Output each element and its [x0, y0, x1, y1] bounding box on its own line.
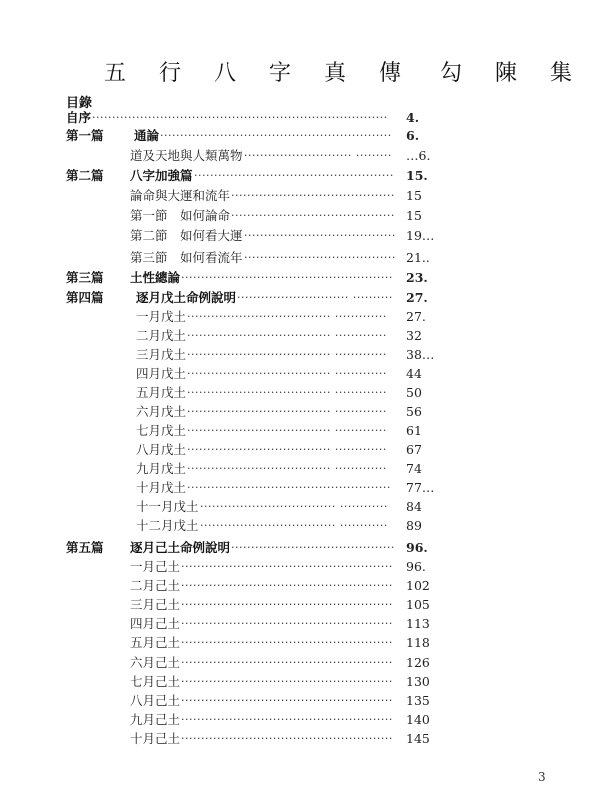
dot-leader: ···················································: [187, 481, 391, 494]
toc-entry-page: 23.: [406, 270, 428, 285]
book-title-main: 五 行 八 字 真 傳: [104, 61, 414, 86]
toc-entry-page: 56: [406, 404, 422, 419]
toc-entry-title: 八字加強篇: [130, 168, 193, 183]
toc-entry-title: 土性總論: [130, 270, 181, 285]
toc-entry-title: 六月戊土: [136, 404, 187, 419]
toc-entry-title: 四月戊土: [136, 366, 187, 381]
toc-entry-page: 27.: [406, 309, 426, 324]
dot-leader: ·····················································: [181, 675, 393, 688]
dot-leader: ···································· ·············: [187, 405, 387, 418]
dot-leader: ·····················································: [181, 560, 393, 573]
dot-leader: ·····················································: [181, 598, 393, 611]
toc-entry-title: 十月戊土: [136, 480, 187, 495]
dot-leader: ·································· ············: [200, 500, 388, 513]
toc-entry-page: 6.: [406, 128, 420, 143]
toc-part-label: 第三篇: [66, 270, 104, 285]
dot-leader: ·····················································: [181, 656, 393, 669]
toc-entry-page: 50: [406, 385, 422, 400]
toc-entry-page: …6.: [406, 148, 431, 163]
toc-entry-title: 道及天地與人類萬物: [130, 148, 243, 163]
toc-entry-page: 96.: [406, 559, 426, 574]
toc-entry-title: 第一節 如何論命: [130, 208, 231, 223]
toc-entry-title: 九月己土: [130, 712, 181, 727]
dot-leader: ··························································: [160, 129, 392, 142]
dot-leader: ·································· ············: [200, 519, 388, 532]
toc-entry-page: 135: [406, 693, 430, 708]
toc-entry-title: 八月己土: [130, 693, 181, 708]
toc-entry-title: 二月戊土: [136, 328, 187, 343]
toc-entry-title: 一月戊土: [136, 309, 187, 324]
dot-leader: ·····················································: [181, 636, 393, 649]
dot-leader: ··························· ·········: [244, 149, 392, 162]
dot-leader: ······································: [244, 229, 396, 242]
toc-entry-page: 21..: [406, 250, 430, 265]
dot-leader: ·········································: [231, 189, 395, 202]
dot-leader: ······································: [244, 251, 396, 264]
toc-part-label: 第五篇: [66, 540, 104, 555]
toc-entry-page: 77…: [406, 480, 435, 495]
dot-leader: ···································· ·············: [187, 367, 387, 380]
toc-entry-title: 十月己土: [130, 731, 181, 746]
toc-entry-page: 130: [406, 674, 430, 689]
toc-entry-page: 32: [406, 328, 422, 343]
toc-entry-page: 102: [406, 578, 430, 593]
toc-entry-page: 113: [406, 616, 430, 631]
dot-leader: ··········································································: [92, 111, 388, 124]
dot-leader: ··················································: [194, 169, 394, 182]
book-title-author: 勾 陳 集: [439, 61, 585, 86]
toc-entry-page: 15: [406, 188, 422, 203]
toc-entry-title: 論命與大運和流年: [130, 188, 231, 203]
toc-heading: 目錄: [66, 96, 93, 111]
toc-entry-title: 通論: [134, 128, 160, 143]
dot-leader: ·····················································: [181, 732, 393, 745]
toc-entry-page: 118: [406, 635, 430, 650]
toc-entry-title: 逐月戊土命例說明: [136, 290, 237, 305]
toc-entry-title: 八月戊土: [136, 442, 187, 457]
toc-entry-title: 五月己土: [130, 635, 181, 650]
toc-entry-page: 4.: [406, 110, 420, 125]
toc-entry-title: 七月戊土: [136, 423, 187, 438]
toc-entry-title: 三月己土: [130, 597, 181, 612]
toc-entry-page: 15: [406, 208, 422, 223]
dot-leader: ···························· ··········: [237, 291, 393, 304]
dot-leader: ···································· ·············: [187, 348, 387, 361]
toc-entry-page: 38…: [406, 347, 435, 362]
toc-entry-title: 二月己土: [130, 578, 181, 593]
toc-entry-page: 61: [406, 423, 422, 438]
book-title: [104, 56, 585, 87]
toc-entry-title: 九月戊土: [136, 461, 187, 476]
toc-entry-title: 四月己土: [130, 616, 181, 631]
toc-entry-page: 126: [406, 655, 430, 670]
toc-entry-page: 145: [406, 731, 430, 746]
toc-entry-title: 十二月戊土: [136, 518, 199, 533]
toc-entry-page: 19…: [406, 228, 435, 243]
toc-entry-page: 105: [406, 597, 430, 612]
toc-entry-title: 五月戊土: [136, 385, 187, 400]
toc-entry-title: 第三節 如何看流年: [130, 250, 243, 265]
toc-entry-title: 自序: [66, 110, 92, 125]
toc-part-label: 第一篇: [66, 128, 104, 143]
dot-leader: ·····················································: [181, 579, 393, 592]
dot-leader: ···································· ·············: [187, 424, 387, 437]
toc-entry-title: 六月己土: [130, 655, 181, 670]
dot-leader: ·········································: [231, 209, 395, 222]
toc-entry-page: 44: [406, 366, 422, 381]
toc-part-label: 第二篇: [66, 168, 104, 183]
toc-entry-title: 三月戊土: [136, 347, 187, 362]
toc-entry-page: 67: [406, 442, 422, 457]
toc-entry-page: 89: [406, 518, 422, 533]
toc-entry-page: 74: [406, 461, 422, 476]
toc-entry-page: 84: [406, 499, 422, 514]
toc-entry-page: 15.: [406, 168, 428, 183]
dot-leader: ···································· ·············: [187, 443, 387, 456]
toc-entry-title: 七月己土: [130, 674, 181, 689]
toc-entry-title: 一月己土: [130, 559, 181, 574]
dot-leader: ···································· ·············: [187, 462, 387, 475]
dot-leader: ·········································: [231, 541, 395, 554]
toc-entry-page: 140: [406, 712, 430, 727]
toc-entry-page: 27.: [406, 290, 428, 305]
dot-leader: ·····················································: [181, 694, 393, 707]
toc-entry-title: 十一月戊土: [136, 499, 199, 514]
page-number: 3: [538, 770, 546, 784]
toc-entry-page: 96.: [406, 540, 428, 555]
dot-leader: ···································· ·············: [187, 329, 387, 342]
dot-leader: ·····················································: [181, 713, 393, 726]
toc-part-label: 第四篇: [66, 290, 104, 305]
dot-leader: ·····················································: [181, 617, 393, 630]
toc-entry-title: 逐月己土命例說明: [130, 540, 231, 555]
toc-entry-title: 第二節 如何看大運: [130, 228, 243, 243]
dot-leader: ···································· ·············: [187, 310, 387, 323]
dot-leader: ·····················································: [181, 271, 393, 284]
dot-leader: ···································· ·············: [187, 386, 387, 399]
